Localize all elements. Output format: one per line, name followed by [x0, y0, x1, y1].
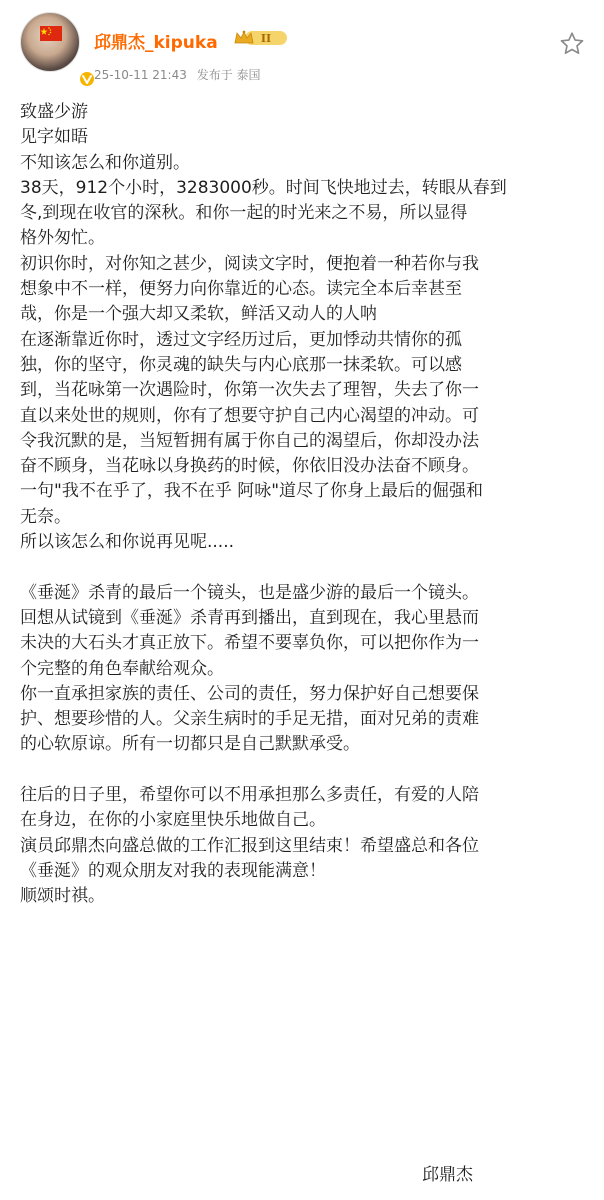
avatar[interactable] [20, 12, 80, 72]
china-flag-icon [40, 26, 62, 41]
post-text-line: 初识你时，对你知之甚少，阅读文字时，便抱着一种若你与我 [20, 253, 479, 274]
level-crown-badge-icon[interactable] [233, 29, 289, 47]
post-text-line: 顺颂时祺。 [20, 886, 105, 907]
post-text-line: 未决的大石头才真正放下。希望不要辜负你，可以把你作为一 [20, 633, 479, 654]
post-text-line: 回想从试镜到《垂涎》杀青再到播出，直到现在，我心里悬而 [20, 607, 479, 628]
post-text-line: 在身边，在你的小家庭里快乐地做自己。 [20, 810, 326, 831]
post-text-line: 直以来处世的规则，你有了想要守护自己内心渴望的冲动。可 [20, 405, 479, 426]
post-text-line: 冬,到现在收官的深秋。和你一起的时光来之不易，所以显得 [20, 203, 468, 224]
user-name[interactable]: 邱鼎杰_kipuka [94, 33, 218, 53]
post-text-line: 见字如晤 [20, 127, 88, 148]
post-text-line: 在逐渐靠近你时，透过文字经历过后，更加悸动共情你的孤 [20, 329, 462, 350]
post-text-line: 一句"我不在乎了，我不在乎 阿咏"道尽了你身上最后的倔强和 [20, 481, 484, 502]
post-text-line: 的心软原谅。所有一切都只是自己默默承受。 [20, 734, 360, 755]
avatar-image [20, 12, 80, 72]
post-text-line: 想象中不一样，便努力向你靠近的心态。读完全本后幸甚至 [20, 279, 462, 300]
star-outline-icon[interactable] [558, 30, 586, 58]
post-text-line: 独，你的坚守，你灵魂的缺失与内心底那一抹柔软。可以感 [20, 354, 462, 375]
post-location: 发布于 泰国 [196, 68, 261, 82]
post-text-line: 无奈。 [20, 506, 71, 527]
post-text-line: 不知该怎么和你道别。 [20, 152, 190, 173]
level-badge-text: II [260, 32, 272, 45]
post-meta [94, 66, 267, 83]
post-text-line: 所以该怎么和你说再见呢..... [20, 532, 235, 553]
post-blank-line [20, 555, 586, 580]
post-text-line: 《垂涎》的观众朋友对我的表现能满意！ [20, 860, 326, 881]
post-text-line: 格外匆忙。 [20, 228, 105, 249]
post-text-line: 致盛少游 [20, 102, 88, 122]
post-text-line: 《垂涎》杀青的最后一个镜头，也是盛少游的最后一个镜头。 [20, 582, 479, 603]
post-text-line: 38天，912个小时，3283000秒。时间飞快地过去，转眼从春到 [20, 177, 507, 198]
post-text-line: 往后的日子里，希望你可以不用承担那么多责任，有爱的人陪 [20, 785, 479, 806]
post-timestamp: 25-10-11 21:43 [94, 68, 187, 82]
post-text-line: 演员邱鼎杰向盛总做的工作汇报到这里结束！希望盛总和各位 [20, 835, 479, 856]
post-text-line: 令我沉默的是，当短暂拥有属于你自己的渴望后，你却没办法 [20, 430, 479, 451]
post-blank-line [20, 758, 586, 783]
post-text-line: 哉，你是一个强大却又柔软，鲜活又动人的人呐 [20, 304, 377, 325]
post-header [0, 0, 604, 96]
post-text-line: 护、想要珍惜的人。父亲生病时的手足无措，面对兄弟的责难 [20, 709, 479, 730]
post-text-line: 到，当花咏第一次遇险时，你第一次失去了理智，失去了你一 [20, 380, 479, 401]
post-text-line: 你一直承担家族的责任、公司的责任，努力保护好自己想要保 [20, 683, 479, 704]
post-text-line: 个完整的角色奉献给观众。 [20, 658, 224, 679]
post-signature: 邱鼎杰 [422, 1165, 473, 1185]
post-content [20, 100, 586, 910]
post-text-line: 奋不顾身，当花咏以身换药的时候，你依旧没办法奋不顾身。 [20, 456, 479, 477]
